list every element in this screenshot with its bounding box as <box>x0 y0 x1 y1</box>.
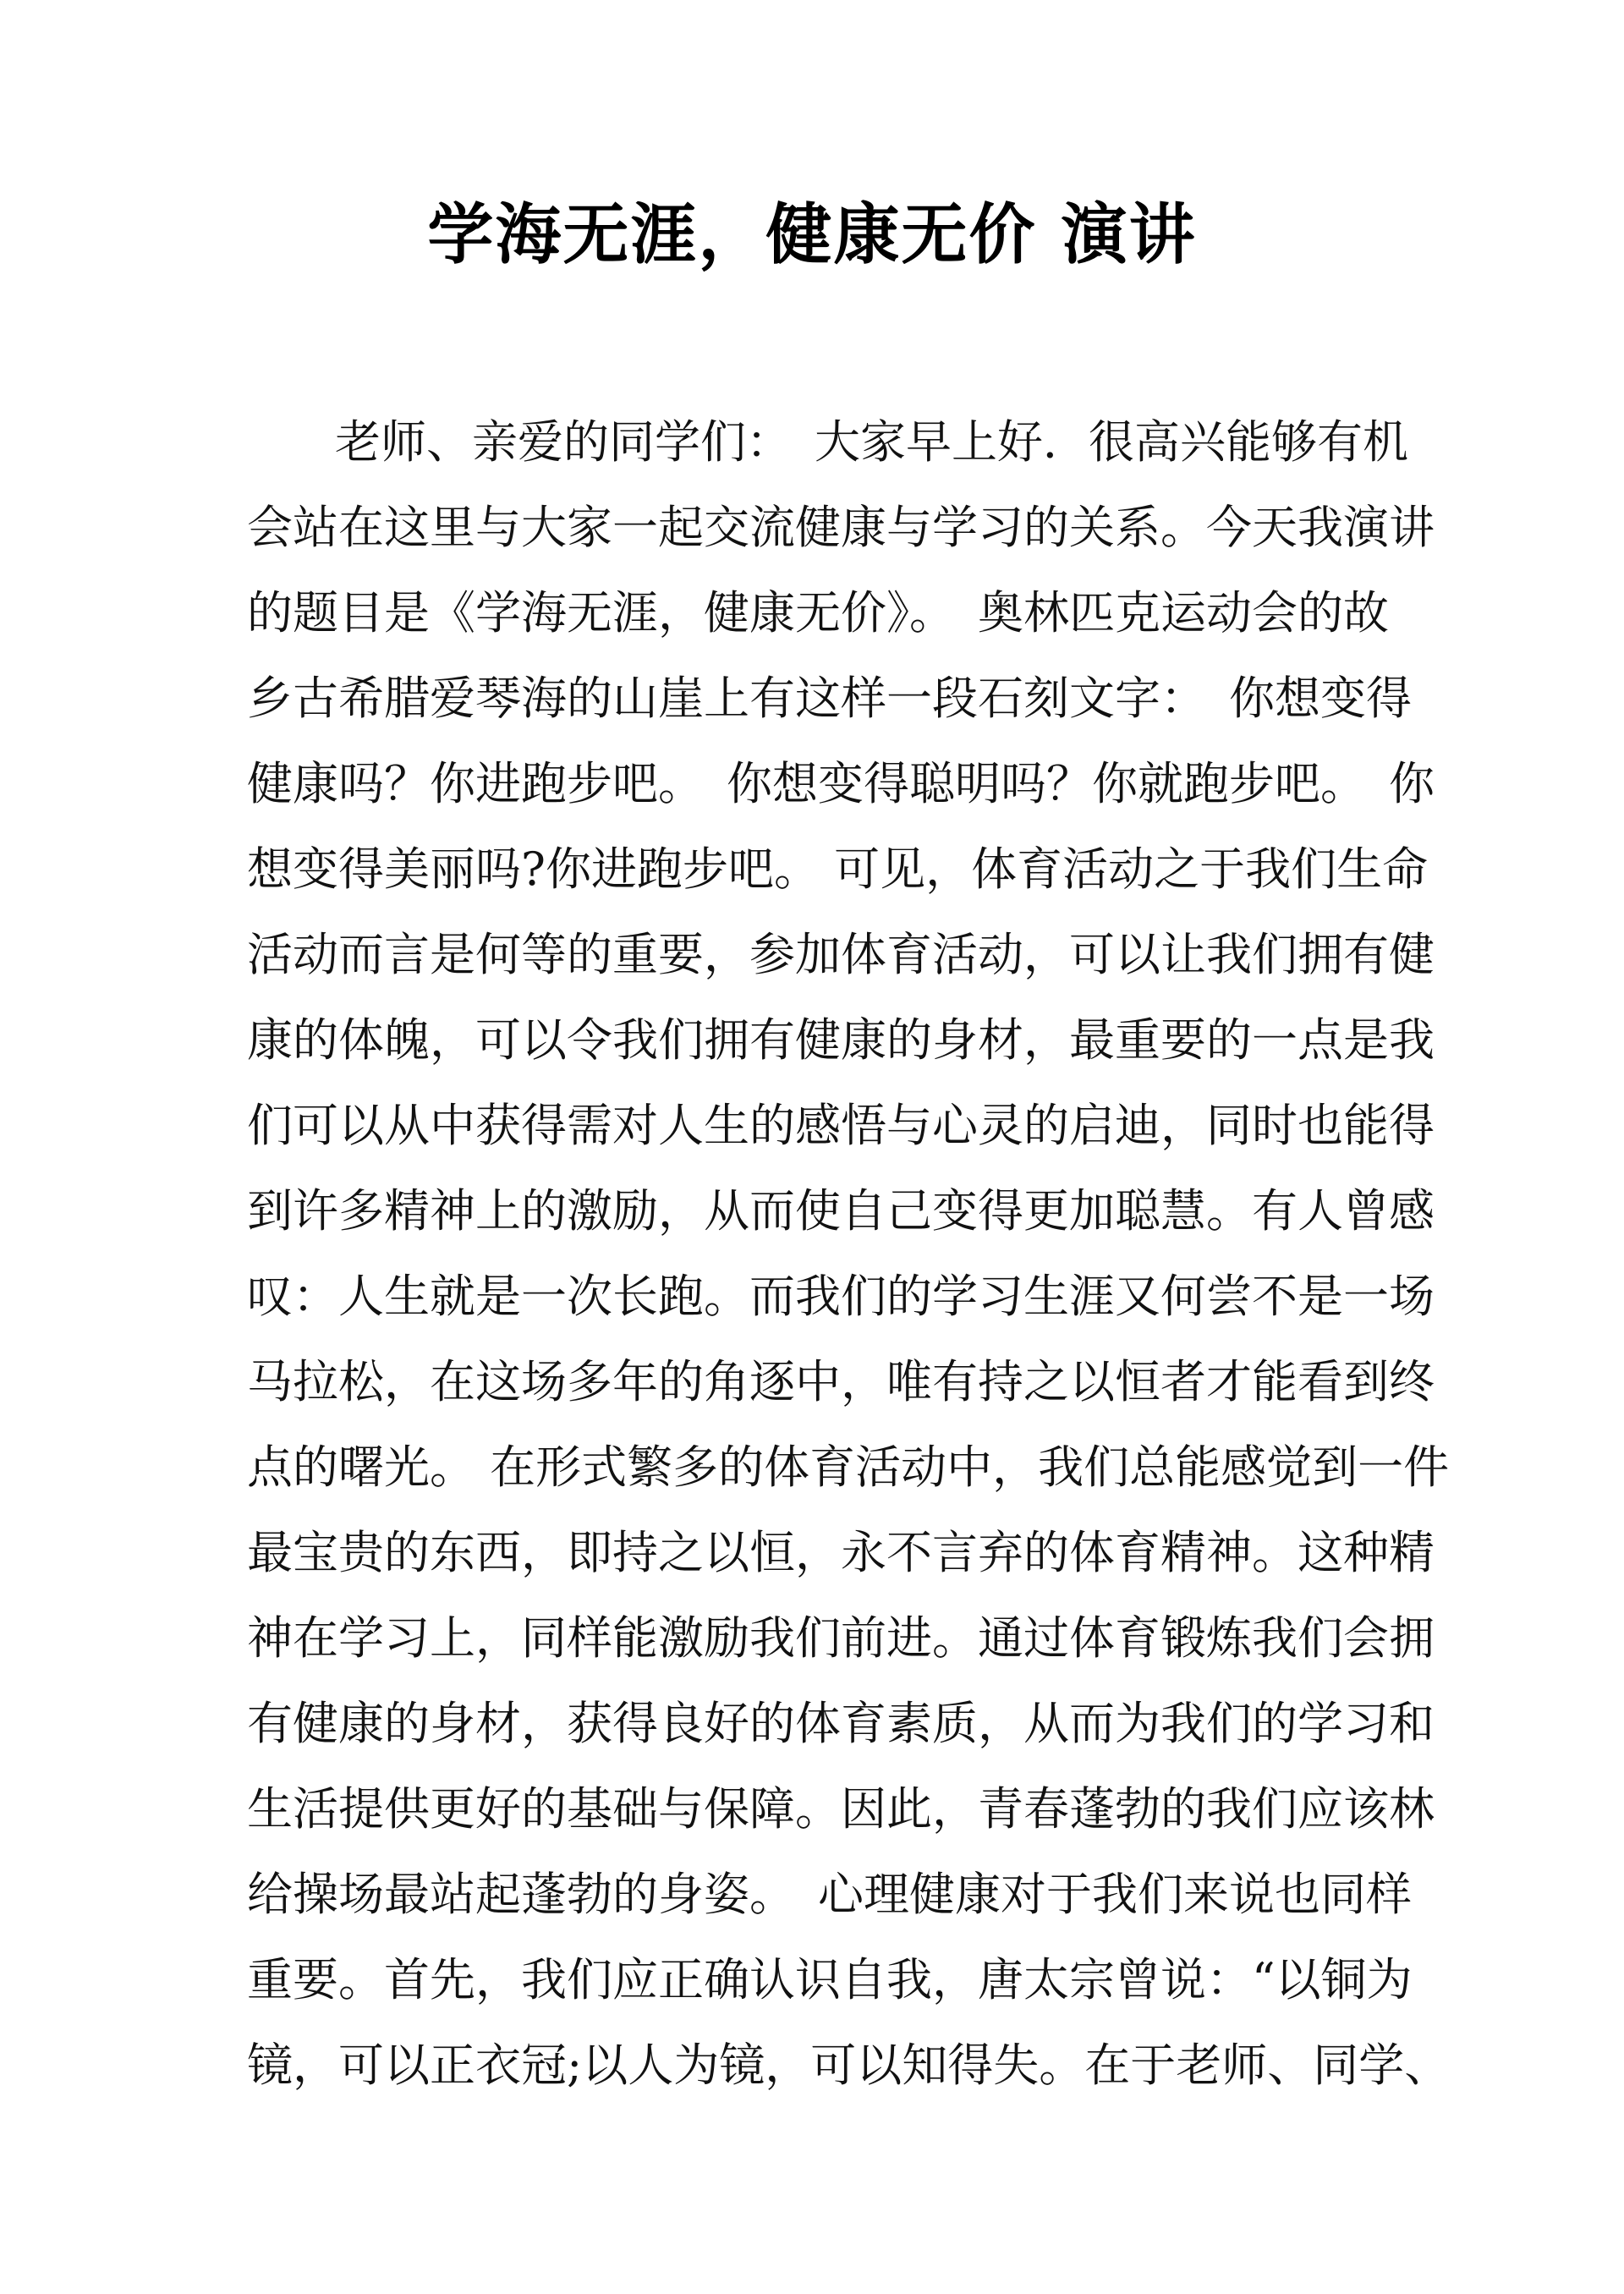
speech-body <box>247 399 1451 2108</box>
text-line: 最宝贵的东西，即持之以恒，永不言弃的体育精神。这种精 <box>247 1526 1435 1579</box>
text-line: 会站在这里与大家一起交流健康与学习的关系。今天我演讲 <box>247 501 1435 554</box>
text-line: 健康吗？你进跑步吧。 你想变得聪明吗？你就跑步吧。 你 <box>247 757 1435 810</box>
text-line: 活动而言是何等的重要，参加体育活动，可以让我们拥有健 <box>247 928 1435 981</box>
text-line: 的题目是《学海无涯，健康无价》。 奥林匹克运动会的故 <box>247 586 1389 639</box>
text-line: 神在学习上，同样能激励我们前进。通过体育锻炼我们会拥 <box>247 1611 1435 1665</box>
text-line: 康的体魄，可以令我们拥有健康的身材，最重要的一点是我 <box>247 1013 1435 1067</box>
text-line: 给操场最站起蓬勃的身姿。 心理健康对于我们来说也同样 <box>247 1868 1412 1921</box>
text-line: 们可以从中获得需对人生的感悟与心灵的启迪，同时也能得 <box>247 1099 1435 1152</box>
text-line: 马拉松，在这场多年的角逐中，唯有持之以恒者才能看到终 <box>247 1355 1435 1408</box>
text-line: 到许多精神上的激励，从而使自己变得更加聪慧。有人曾感 <box>247 1184 1435 1238</box>
text-line: 有健康的身材，获得良好的体育素质，从而为我们的学习和 <box>247 1697 1435 1750</box>
text-line: 生活提供更好的基础与保障。因此，青春蓬勃的我们应该林 <box>247 1782 1435 1836</box>
text-line: 叹：人生就是一次长跑。而我们的学习生涯又何尝不是一场 <box>247 1270 1435 1323</box>
text-line: 想变得美丽吗?你进跑步吧。 可见，体育活动之于我们生命 <box>247 842 1429 896</box>
text-line: 老师、亲爱的同学们： 大家早上好．很高兴能够有机 <box>335 415 1408 469</box>
text-line: 点的曙光。 在形式繁多的体育活动中，我们总能感觉到一件 <box>247 1441 1450 1494</box>
text-line: 镜，可以正衣冠;以人为镜，可以知得失。在于老师、同学、 <box>247 2039 1451 2092</box>
document-title: 学海无涯，健康无价 演讲 <box>427 197 1197 273</box>
text-line: 乡古希腊爱琴海的山崖上有这样一段石刻文字： 你想变得 <box>247 672 1412 725</box>
text-line: 重要。首先，我们应正确认识自我，唐太宗曾说：“以铜为 <box>247 1953 1413 2006</box>
